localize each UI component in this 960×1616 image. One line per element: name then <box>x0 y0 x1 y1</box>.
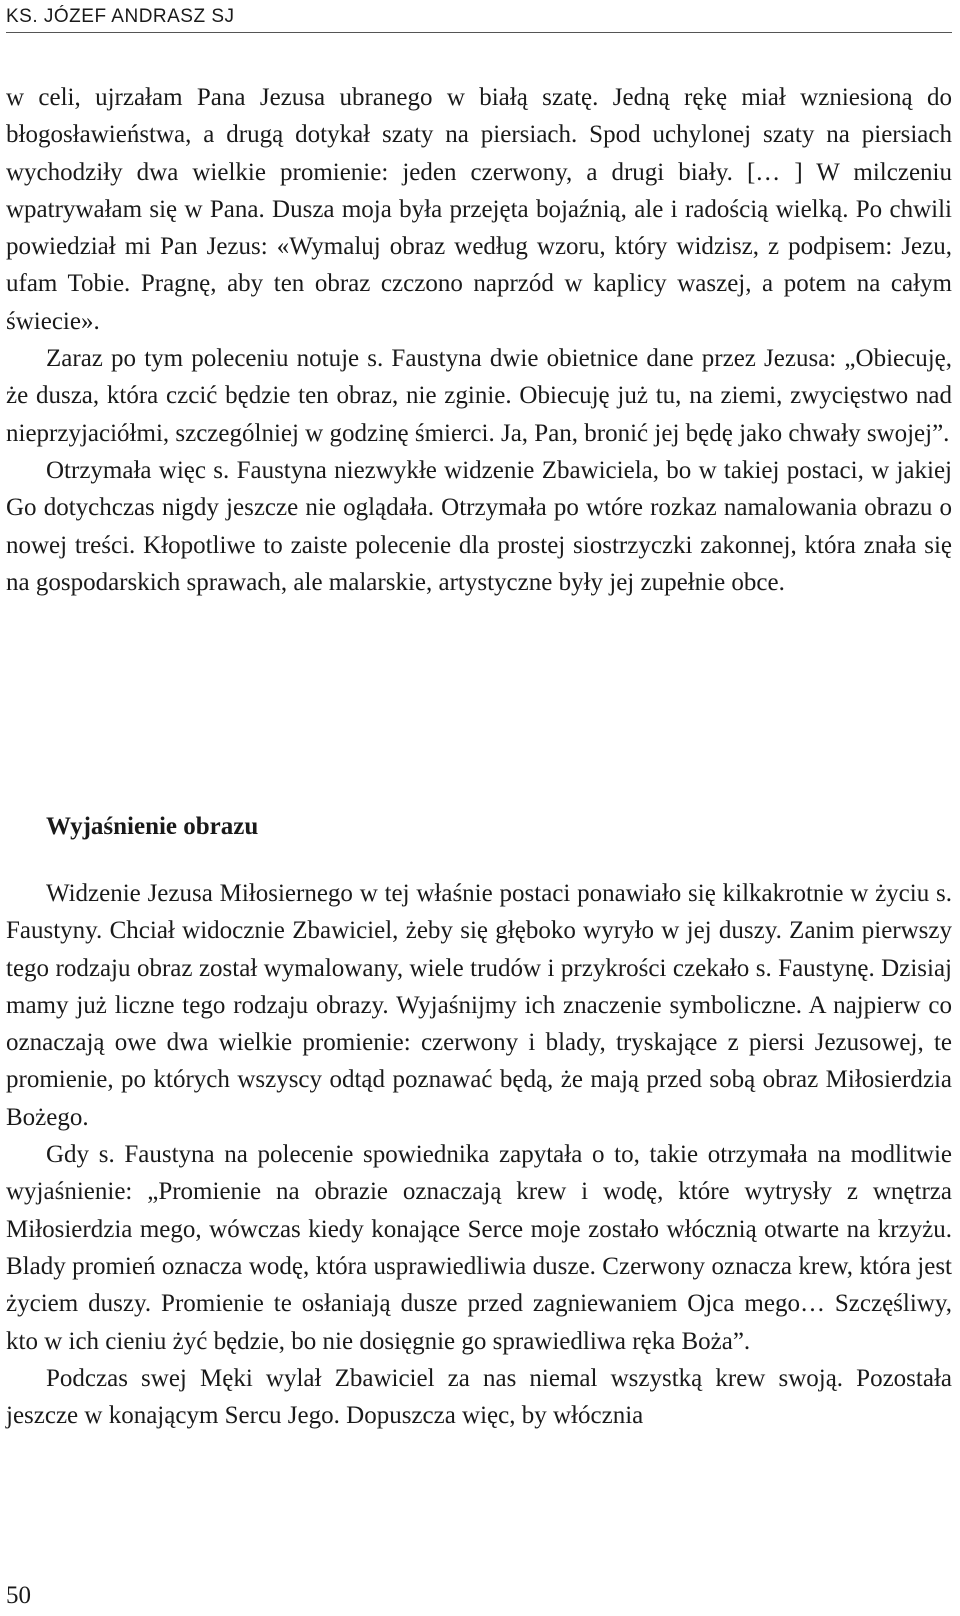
paragraph: Zaraz po tym poleceniu notuje s. Faustyna dwie obietnice dane przez Jezusa: „Obiecuję, że dusza, która czcić będzie ten obraz, nie zginie. Obiecuję już tu, na ziemi, zwycięstwo nad nieprzyjaciółmi, szczególniej w godzinę śmierci. Ja, Pan, bronić jej będę jako chwały swojej”. <box>6 345 952 447</box>
section-heading: Wyjaśnienie obrazu <box>46 813 259 840</box>
body-text <box>6 79 952 601</box>
paragraph: Podczas swej Męki wylał Zbawiciel za nas niemal wszystką krew swoją. Pozostała jeszcze w konającym Sercu Jego. Dopuszcza więc, by włócznia <box>6 1364 952 1430</box>
paragraph: Otrzymała więc s. Faustyna niezwykłe widzenie Zbawiciela, bo w takiej postaci, w jakiej Go dotychczas nigdy jeszcze nie oglądała. Otrzymała po wtóre rozkaz namalowania obrazu o nowej treści. Kłopotliwe to zaiste polecenie dla prostej siostrzyczki zakonnej, która znała się na gospodarskich sprawach, ale malarskie, artystyczne były jej zupełnie obce. <box>6 456 952 596</box>
running-head: KS. JÓZEF ANDRASZ SJ <box>6 4 952 33</box>
paragraph: w celi, ujrzałam Pana Jezusa ubranego w białą szatę. Jedną rękę miał wzniesioną do błogosławieństwa, a drugą dotykał szaty na piersiach. Spod uchylonej szaty na piersiach wychodziły dwa wielkie promienie: jeden czerwony, a drugi biały. [… ] W milczeniu wpatrywałam się w Pana. Dusza moja była przejęta bojaźnią, ale i radością wielką. Po chwili powiedział mi Pan Jezus: «Wymaluj obraz według wzoru, który widzisz, z podpisem: Jezu, ufam Tobie. Pragnę, aby ten obraz czczono naprzód w kaplicy waszej, a potem na całym świecie». <box>6 84 952 335</box>
section-body-text <box>6 875 952 1434</box>
page-number: 50 <box>6 1582 31 1609</box>
paragraph: Widzenie Jezusa Miłosiernego w tej właśnie postaci ponawiało się kilkakrotnie w życiu s. Faustyny. Chciał widocznie Zbawiciel, żeby się głęboko wyryło w jej duszy. Zanim pierwszy tego rodzaju obraz został wymalowany, wiele trudów i przykrości czekało s. Faustynę. Dzisiaj mamy już liczne tego rodzaju obrazy. Wyjaśnijmy ich znaczenie symboliczne. A najpierw co oznaczają owe dwa wielkie promienie: czerwony i blady, tryskające z piersi Jezusowej, te promienie, po których wszyscy odtąd poznawać będą, że mają przed sobą obraz Miłosierdzia Bożego. <box>6 880 952 1131</box>
paragraph: Gdy s. Faustyna na polecenie spowiednika zapytała o to, takie otrzymała na modlitwie wyjaśnienie: „Promienie na obrazie oznaczają krew i wodę, które wytrysły z wnętrza Miłosierdzia mego, wówczas kiedy konające Serce moje zostało włócznią otwarte na krzyżu. Blady promień oznacza wodę, która usprawiedliwia dusze. Czerwony oznacza krew, która jest życiem duszy. Promienie te osłaniają dusze przed zagniewaniem Ojca mego… Szczęśliwy, kto w ich cieniu żyć będzie, bo nie dosięgnie go sprawiedliwa ręka Boża”. <box>6 1141 952 1355</box>
